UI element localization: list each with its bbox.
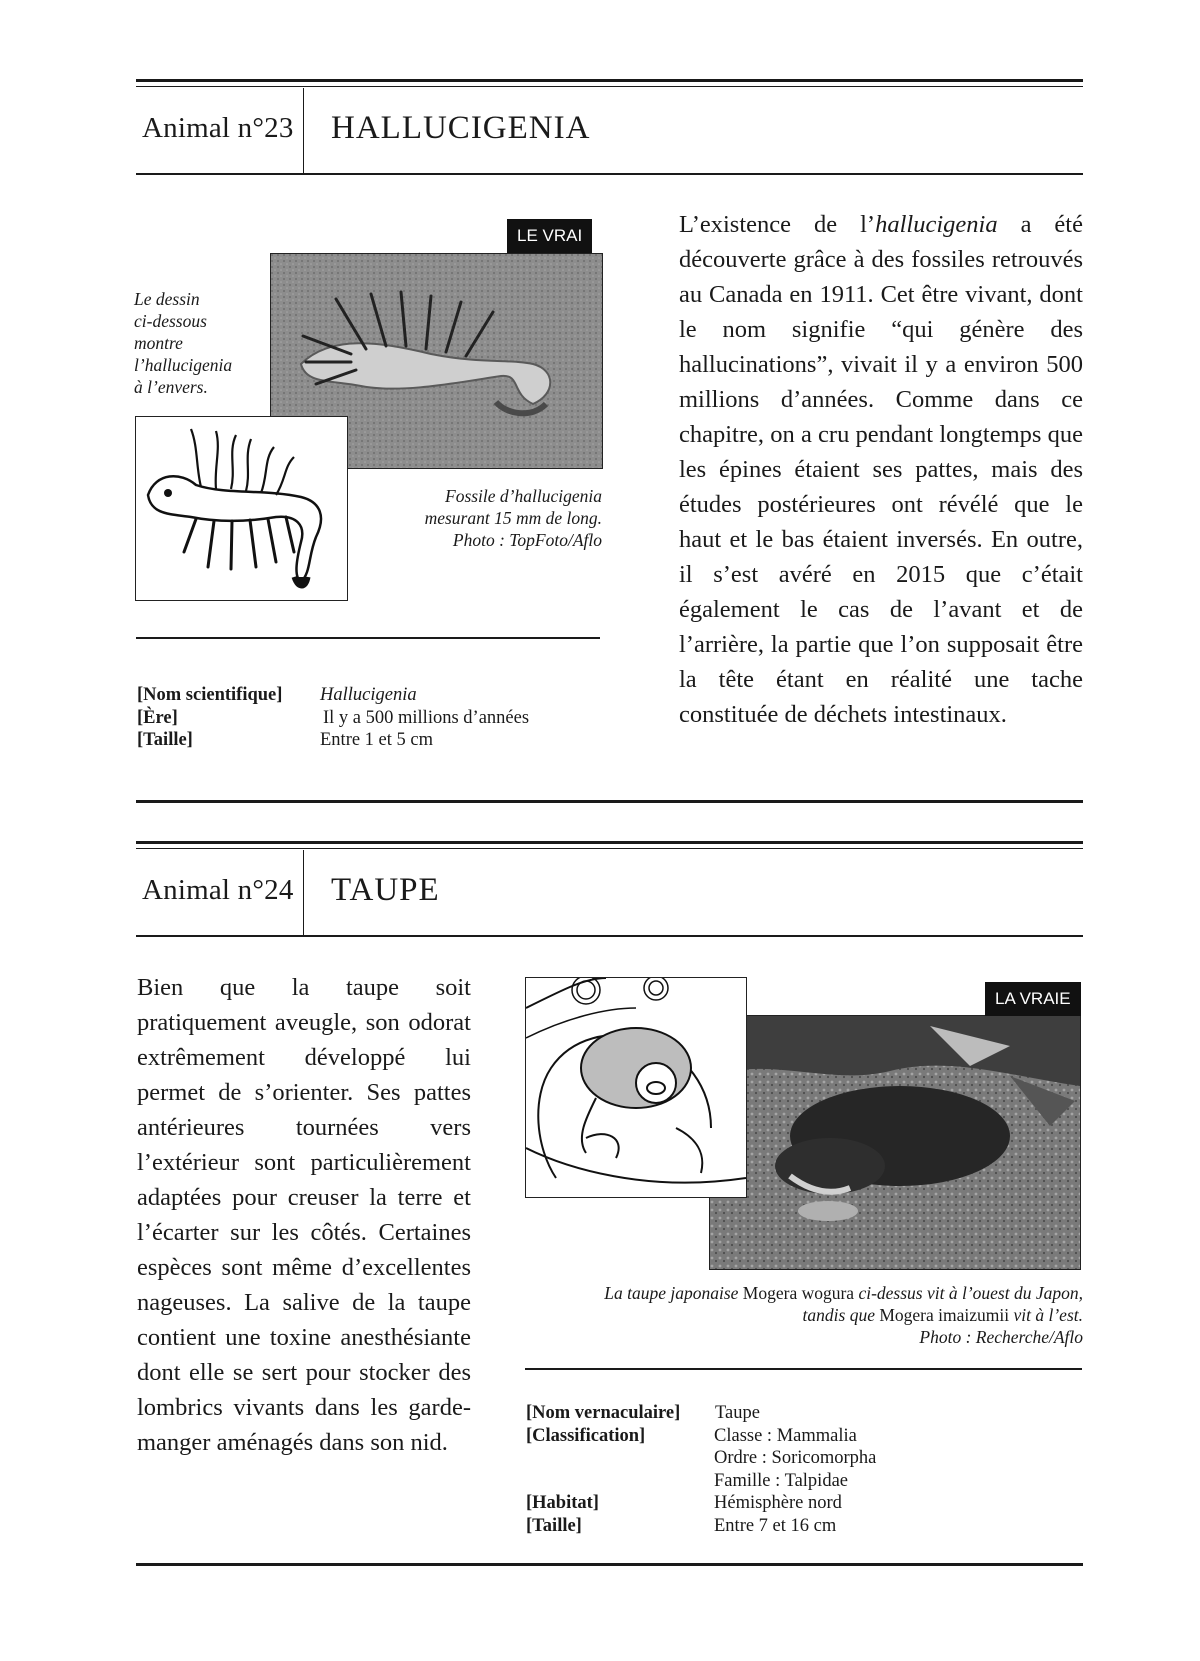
animal-number: Animal n°23 xyxy=(142,112,294,144)
hallucigenia-drawing xyxy=(135,416,348,601)
info-divider xyxy=(525,1368,1082,1370)
info-block: [Nom vernaculaire] Taupe [Classification] Classe : Mammalia Ordre : Soricomorpha Famille : Talpidae [Habitat] Hémisphère nord [Taille] Entre 7 et 16 cm xyxy=(526,1403,877,1536)
body-text: L’existence de l’hallucigenia a été découverte grâce à des fossiles retrouvés au Canada en 1911. Cet être vivant, dont le nom signifie “qui génère des hallucinations”, vivait il y a environ 500 millions d’années. Comme dans ce chapitre, on a cru pendant longtemps que les épines étaient ses pattes, mais des études postérieures ont révélé que le haut et le bas étaient inversés. En outre, il s’est avéré en 2015 que c’était également le cas de l’avant et de l’arrière, la partie que l’on supposait être la tête étant en réalité une tache constituée de déchets intestinaux. xyxy=(679,211,1083,728)
real-tag: LA VRAIE xyxy=(985,982,1081,1016)
mole-drawing xyxy=(525,977,747,1198)
header-bottom-rule xyxy=(136,935,1083,937)
header-bottom-rule xyxy=(136,173,1083,175)
mole-drawing-image xyxy=(526,978,746,1197)
drawing-image xyxy=(136,417,347,600)
body-text: Bien que la taupe soit pratiquement aveugle, son odorat extrêmement développé lui permet de s’orienter. Ses pattes antérieures tournées vers l’extérieur sont particulièrement adaptées pour creuser la terre et l’écarter sur les côtés. Certaines espèces sont même d’excellentes nageuses. La salive de la taupe contient une toxine anesthésiante dont elle se sert pour stocker des lombrics vivants dans les garde-manger aménagés dans son nid. xyxy=(137,974,471,1456)
mole-image xyxy=(710,1016,1080,1269)
animal-number: Animal n°24 xyxy=(142,874,294,906)
info-divider xyxy=(136,637,600,639)
top-double-rule-1 xyxy=(136,79,1083,82)
real-tag: LE VRAI xyxy=(507,219,592,253)
animal-title: TAUPE xyxy=(331,872,440,908)
header-separator xyxy=(303,88,304,174)
top-double-rule-2 xyxy=(136,848,1083,849)
mole-photo xyxy=(709,1015,1081,1270)
animal-title: HALLUCIGENIA xyxy=(331,110,591,146)
section-end-rule xyxy=(136,1563,1083,1566)
header-separator xyxy=(303,850,304,936)
mole-caption: La taupe japonaise Mogera wogura ci-dessus vit à l’ouest du Japon, tandis que Mogera imaizumii vit à l’est. Photo : Recherche/Aflo xyxy=(604,1283,1083,1347)
section-end-rule xyxy=(136,800,1083,803)
top-double-rule-1 xyxy=(136,841,1083,844)
top-double-rule-2 xyxy=(136,86,1083,87)
fossil-caption: Fossile d’hallucigenia mesurant 15 mm de long. Photo : TopFoto/Aflo xyxy=(424,486,602,550)
drawing-note: Le dessin ci-dessous montre l’hallucigenia à l’envers. xyxy=(134,289,233,397)
info-block: [Nom scientifique] Hallucigenia [Ère] Il y a 500 millions d’années [Taille] Entre 1 et 5 cm xyxy=(137,685,530,750)
